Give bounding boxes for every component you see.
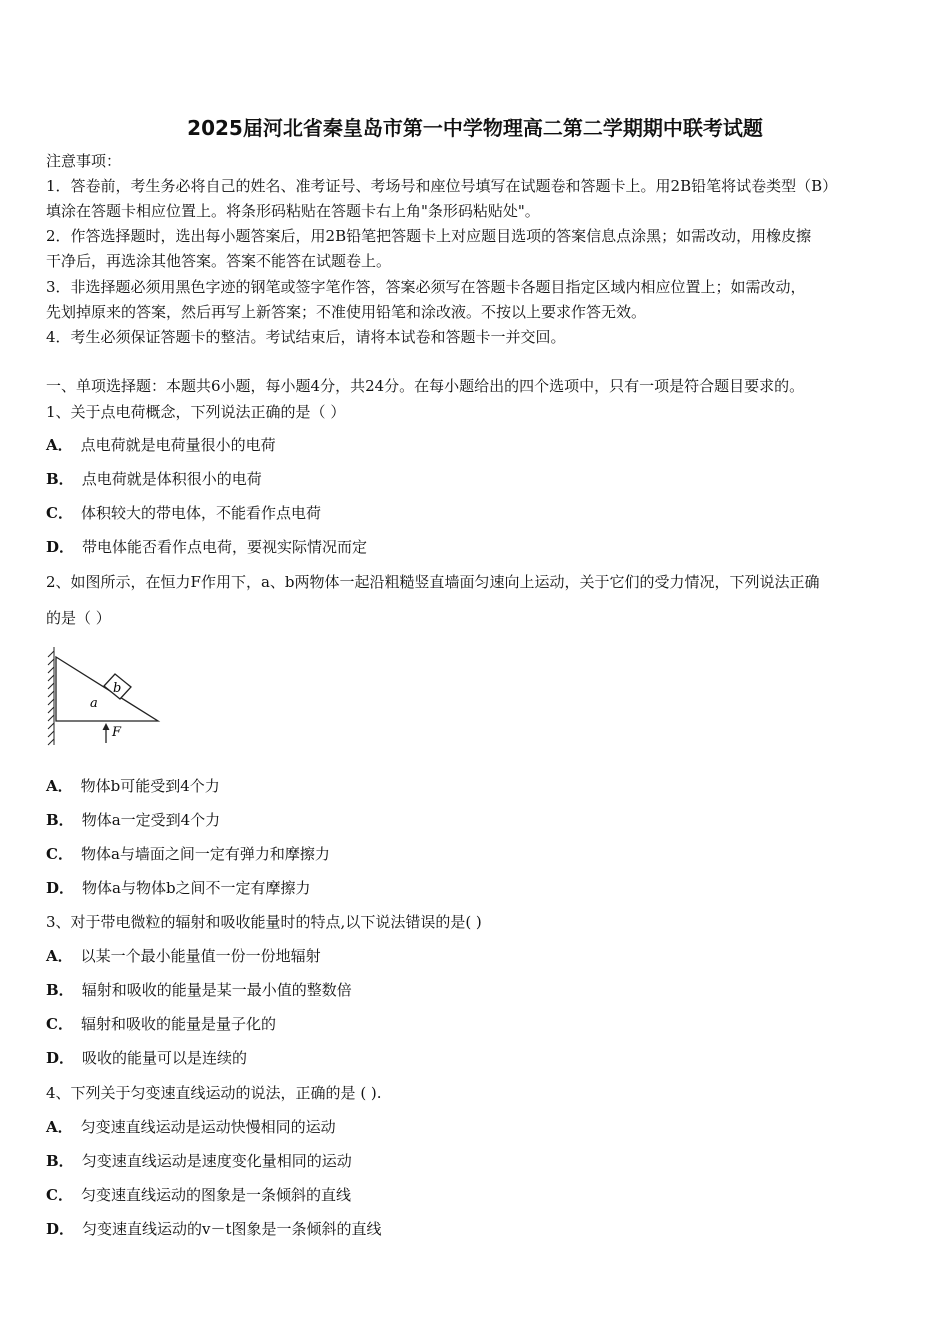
q1-option-a	[46, 435, 276, 455]
option-letter: C．	[46, 1015, 73, 1033]
wall-block-diagram	[44, 641, 164, 751]
option-text: 匀变速直线运动的v－t图象是一条倾斜的直线	[82, 1220, 382, 1238]
notice-heading: 注意事项：	[46, 152, 122, 170]
option-letter: A．	[46, 436, 73, 454]
notice-line: 1．答卷前，考生务必将自己的姓名、准考证号、考场号和座位号填写在试题卷和答题卡上。用2B铅笔将试卷类型（B）	[46, 177, 838, 195]
q1-option-d	[46, 537, 367, 557]
q3-option-d	[46, 1048, 247, 1068]
q1-option-c	[46, 503, 321, 523]
q2-option-d	[46, 878, 311, 898]
label-a: a	[90, 696, 98, 711]
option-text: 物体a与墙面之间一定有弹力和摩擦力	[80, 845, 330, 863]
label-F: F	[112, 725, 122, 740]
option-text: 物体b可能受到4个力	[80, 777, 220, 795]
notice-line: 填涂在答题卡相应位置上。将条形码粘贴在答题卡右上角"条形码粘贴处"。	[46, 202, 540, 220]
option-letter: B．	[46, 470, 74, 488]
option-letter: B．	[46, 811, 74, 829]
option-text: 物体a与物体b之间不一定有摩擦力	[82, 879, 311, 897]
option-letter: B．	[46, 1152, 74, 1170]
wall-hatching	[48, 647, 54, 745]
option-letter: D．	[46, 1220, 75, 1238]
notice-line: 干净后，再选涂其他答案。答案不能答在试题卷上。	[46, 252, 392, 270]
label-b: b	[113, 681, 122, 696]
option-text: 点电荷就是电荷量很小的电荷	[80, 436, 276, 454]
question-2-stem-line2: 的是（ ）	[46, 609, 111, 627]
option-text: 匀变速直线运动是速度变化量相同的运动	[81, 1152, 352, 1170]
option-text: 以某一个最小能量值一份一份地辐射	[80, 947, 321, 965]
q1-option-b	[46, 469, 262, 489]
diagram-svg	[44, 641, 164, 751]
option-text: 匀变速直线运动是运动快慢相同的运动	[80, 1118, 336, 1136]
option-text: 点电荷就是体积很小的电荷	[81, 470, 262, 488]
question-4-stem: 4、下列关于匀变速直线运动的说法，正确的是 ( ).	[46, 1084, 382, 1102]
q4-option-c	[46, 1185, 351, 1205]
option-letter: C．	[46, 845, 73, 863]
option-text: 体积较大的带电体，不能看作点电荷	[80, 504, 321, 522]
q4-option-a	[46, 1117, 336, 1137]
option-letter: B．	[46, 981, 74, 999]
option-letter: D．	[46, 879, 75, 897]
notice-line: 4．考生必须保证答题卡的整洁。考试结束后，请将本试卷和答题卡一并交回。	[46, 328, 566, 346]
force-arrowhead	[103, 723, 110, 730]
question-2-stem-line1: 2、如图所示，在恒力F作用下，a、b两物体一起沿粗糙竖直墙面匀速向上运动，关于它们的受力情况，下列说法正确	[46, 573, 820, 591]
section-heading: 一、单项选择题：本题共6小题，每小题4分，共24分。在每小题给出的四个选项中，只有一项是符合题目要求的。	[46, 377, 805, 395]
notice-line: 先划掉原来的答案，然后再写上新答案；不准使用铅笔和涂改液。不按以上要求作答无效。	[46, 303, 647, 321]
option-letter: D．	[46, 1049, 75, 1067]
notice-line: 2．作答选择题时，选出每小题答案后，用2B铅笔把答题卡上对应题目选项的答案信息点涂黑；如需改动，用橡皮擦	[46, 227, 812, 245]
option-text: 辐射和吸收的能量是某一最小值的整数倍	[81, 981, 352, 999]
option-letter: C．	[46, 1186, 73, 1204]
notice-line: 3．非选择题必须用黑色字迹的钢笔或签字笔作答，答案必须写在答题卡各题目指定区域内相应位置上；如需改动，	[46, 278, 806, 296]
question-1-stem: 1、关于点电荷概念，下列说法正确的是（ ）	[46, 403, 346, 421]
q3-option-c	[46, 1014, 276, 1034]
q2-option-a	[46, 776, 220, 796]
option-text: 带电体能否看作点电荷，要视实际情况而定	[82, 538, 368, 556]
q3-option-a	[46, 946, 321, 966]
q3-option-b	[46, 980, 352, 1000]
option-letter: A．	[46, 947, 73, 965]
option-text: 物体a一定受到4个力	[81, 811, 221, 829]
q4-option-d	[46, 1219, 382, 1239]
page-title: 2025届河北省秦皇岛市第一中学物理高二第二学期期中联考试题	[187, 116, 763, 140]
q2-option-c	[46, 844, 330, 864]
option-letter: D．	[46, 538, 75, 556]
option-text: 辐射和吸收的能量是量子化的	[80, 1015, 276, 1033]
option-text: 匀变速直线运动的图象是一条倾斜的直线	[80, 1186, 351, 1204]
q2-option-b	[46, 810, 220, 830]
q4-option-b	[46, 1151, 352, 1171]
option-letter: A．	[46, 777, 73, 795]
option-letter: A．	[46, 1118, 73, 1136]
option-letter: C．	[46, 504, 73, 522]
question-3-stem: 3、对于带电微粒的辐射和吸收能量时的特点,以下说法错误的是( )	[46, 913, 482, 931]
option-text: 吸收的能量可以是连续的	[82, 1049, 248, 1067]
